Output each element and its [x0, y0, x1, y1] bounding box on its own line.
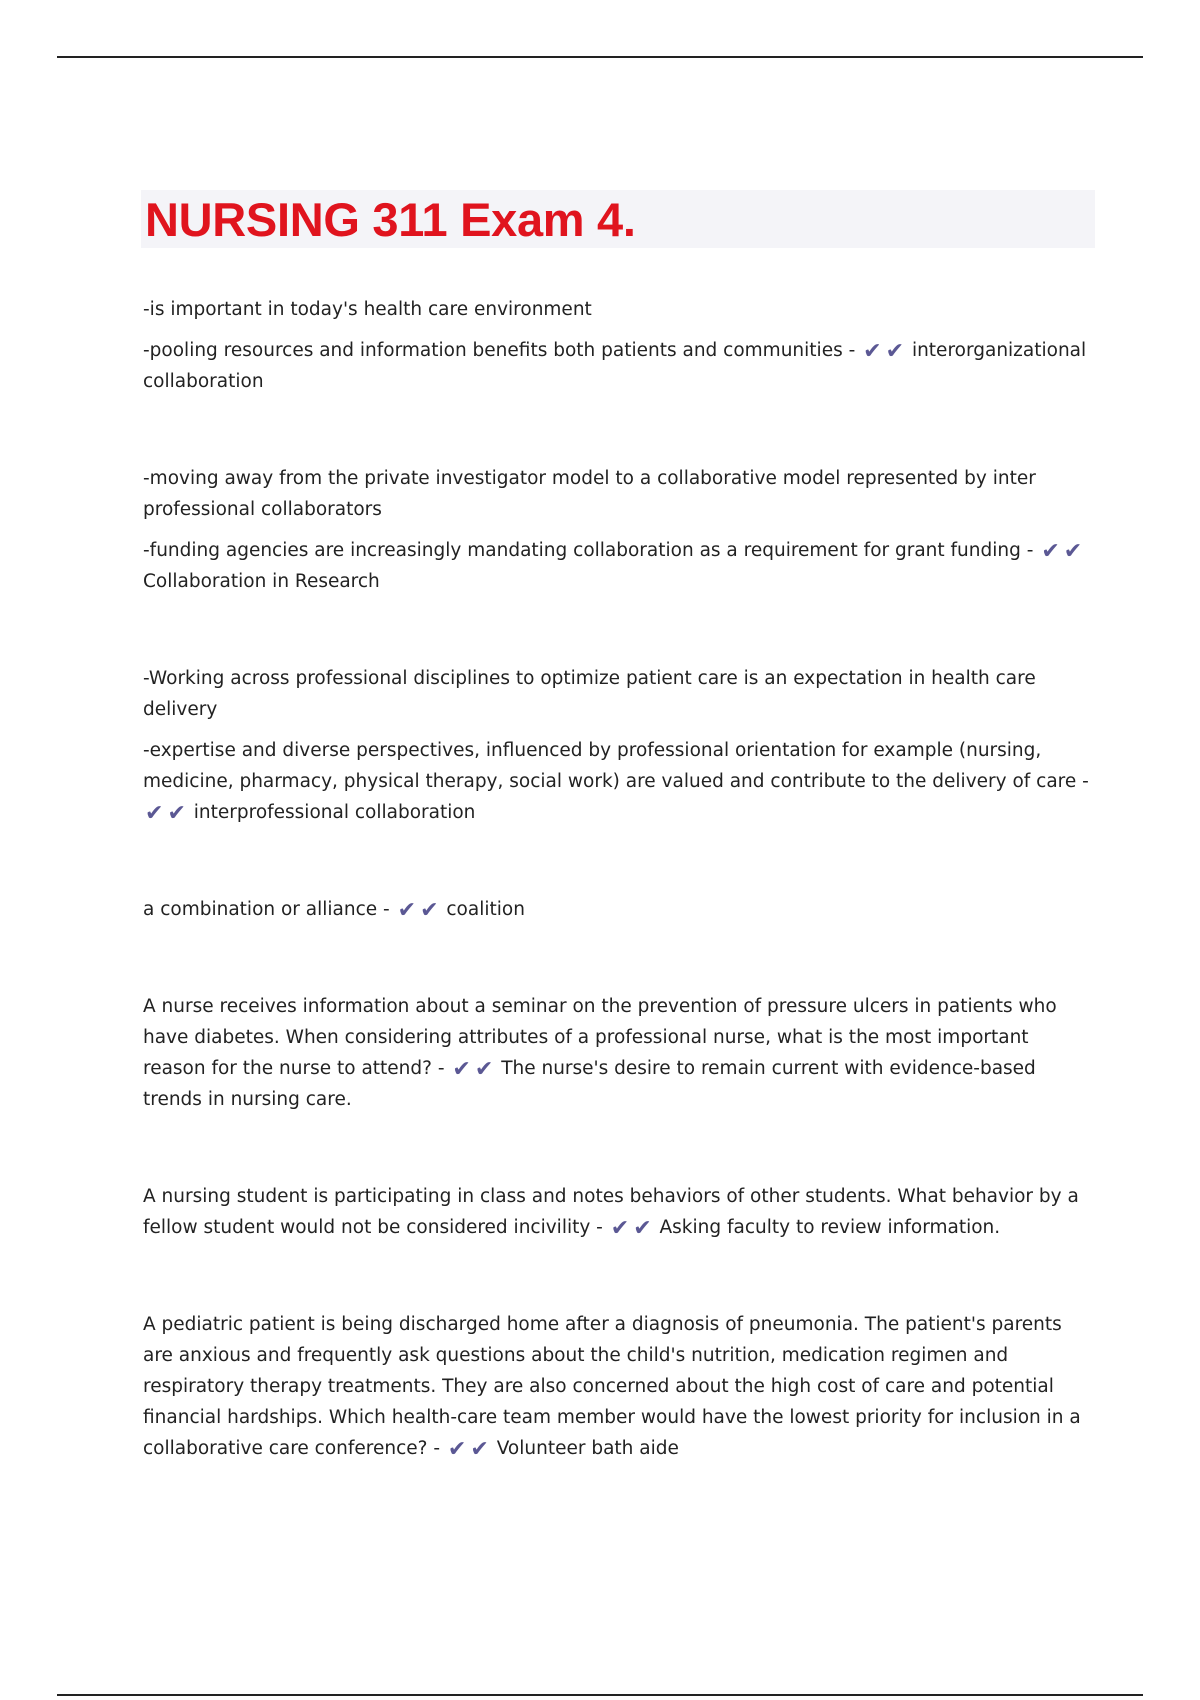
check-mark-icon: ✔: [863, 339, 882, 364]
card-question-text: A nursing student is participating in class and notes behaviors of other students. What behavior by a fellow student would not be considered incivility -: [143, 1186, 1079, 1238]
flashcard: [143, 894, 1093, 925]
flashcard: [143, 1181, 1093, 1243]
flashcard: [143, 991, 1093, 1115]
answer-marker: [1039, 539, 1084, 564]
card-question-line: -Working across professional disciplines to optimize patient care is an expectation in health care delivery: [143, 668, 1036, 720]
check-mark-icon: ✔: [885, 339, 905, 364]
top-rule: [57, 56, 1143, 58]
card-question-line: [143, 991, 1093, 1115]
card-answer: Volunteer bath aide: [496, 1438, 679, 1459]
card-question-line: -is important in today's health care environment: [143, 299, 592, 320]
page-title: NURSING 311 Exam 4.: [145, 192, 636, 246]
card-answer: interprofessional collaboration: [193, 802, 476, 823]
check-mark-icon: ✔: [452, 1057, 471, 1082]
card-answer: Asking faculty to review information.: [659, 1217, 1001, 1238]
card-question-line: [143, 1309, 1093, 1464]
card-question-text: -expertise and diverse perspectives, influenced by professional orientation for example (nursing, medicine, pharmacy, physical therapy, social work) are valued and contribute to the delivery of care -: [143, 740, 1089, 792]
check-mark-icon: ✔: [474, 1057, 494, 1082]
card-question-line: [143, 335, 1093, 397]
card-answer: coalition: [446, 899, 525, 920]
check-mark-icon: ✔: [420, 898, 439, 923]
card-question-text: -pooling resources and information benefits both patients and communities -: [143, 340, 856, 361]
flashcard: [143, 463, 1093, 597]
card-question-line: [143, 894, 1093, 925]
answer-marker: [609, 1216, 654, 1241]
check-mark-icon: ✔: [1063, 539, 1083, 564]
check-mark-icon: ✔: [145, 801, 164, 826]
card-question-text: -funding agencies are increasingly mandating collaboration as a requirement for grant funding -: [143, 540, 1034, 561]
card-question-line: -moving away from the private investigator model to a collaborative model represented by inter professional collaborators: [143, 468, 1036, 520]
flashcard: [143, 294, 1093, 397]
card-question-text: a combination or alliance -: [143, 899, 390, 920]
card-question-line: [143, 1181, 1093, 1243]
card-question-line: [143, 735, 1093, 828]
title-banner: [141, 190, 1095, 248]
check-mark-icon: ✔: [447, 1437, 467, 1462]
bottom-rule: [57, 1694, 1143, 1696]
flashcard: [143, 1309, 1093, 1464]
answer-marker: [143, 801, 188, 826]
check-mark-icon: ✔: [633, 1216, 652, 1241]
answer-marker: [861, 339, 906, 364]
answer-marker: [446, 1437, 491, 1462]
card-question-text: A pediatric patient is being discharged home after a diagnosis of pneumonia. The patient's parents are anxious and frequently ask questions about the child's nutrition, medication regimen and respiratory therapy treatments. They are also concerned about the high cost of care and potential financial hardships. Which health-care team member would have the lowest priority for inclusion in a collaborative care conference? -: [143, 1314, 1081, 1459]
card-answer: The nurse's desire to remain current with evidence-based trends in nursing care.: [143, 1058, 1036, 1110]
check-mark-icon: ✔: [1041, 539, 1060, 564]
card-answer: Collaboration in Research: [143, 571, 380, 592]
flashcard: [143, 663, 1093, 828]
check-mark-icon: ✔: [397, 898, 417, 923]
card-answer: interorganizational collaboration: [143, 340, 1087, 392]
answer-marker: [396, 898, 441, 923]
check-mark-icon: ✔: [610, 1216, 630, 1241]
check-mark-icon: ✔: [167, 801, 186, 826]
document-body: [143, 190, 1093, 1474]
answer-marker: [450, 1057, 495, 1082]
card-question-line: [143, 535, 1093, 597]
card-question-text: A nurse receives information about a seminar on the prevention of pressure ulcers in patients who have diabetes. When considering attributes of a professional nurse, what is the most important reason for the nurse to attend? -: [143, 996, 1057, 1079]
check-mark-icon: ✔: [470, 1437, 489, 1462]
